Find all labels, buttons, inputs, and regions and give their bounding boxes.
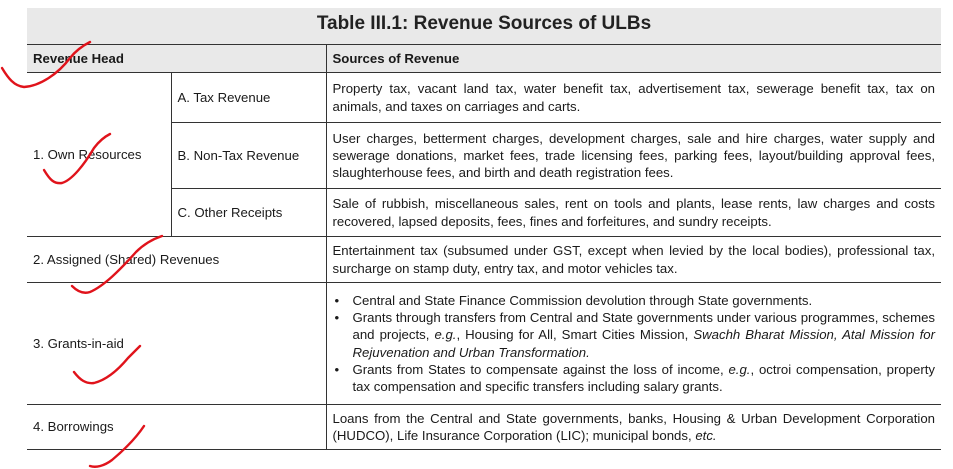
list-item: • Central and State Finance Commission devolution through State governments.: [353, 292, 936, 309]
header-sources: Sources of Revenue: [326, 45, 941, 73]
header-revenue-head: Revenue Head: [27, 45, 326, 73]
table-row: [27, 283, 941, 405]
assigned-revenues-sources: Entertainment tax (subsumed under GST, except when levied by the local bodies), professional tax, surcharge on stamp duty, entry tax, and motor vehicles tax.: [326, 237, 941, 283]
own-resources-cell: 1. Own Resources: [27, 73, 171, 237]
grants-in-aid-label: 3. Grants-in-aid: [27, 283, 326, 405]
revenue-sources-table: [27, 44, 941, 450]
assigned-revenues-label: 2. Assigned (Shared) Revenues: [27, 237, 326, 283]
table-row: [27, 73, 941, 123]
borrowings-sources: Loans from the Central and State governments, banks, Housing & Urban Development Corporation (HUDCO), Life Insurance Corporation (LIC); municipal bonds, etc.: [326, 405, 941, 450]
non-tax-revenue-label: B. Non-Tax Revenue: [171, 123, 326, 189]
table-title: Table III.1: Revenue Sources of ULBs: [27, 8, 941, 44]
non-tax-revenue-sources: User charges, betterment charges, development charges, sale and hire charges, water supply and sewerage donations, market fees, trade licensing fees, parking fees, layout/building approval fees, slaughterhouse fees, and birth and death registration fees.: [326, 123, 941, 189]
list-item: • Grants through transfers from Central and State governments under various programmes, schemes and projects, e.g., Housing for All, Smart Cities Mission, Swachh Bharat Mission, Atal Mission for Rejuvenation and Urban Transformation.: [353, 309, 936, 361]
grants-bullet-list: [333, 292, 936, 395]
other-receipts-sources: Sale of rubbish, miscellaneous sales, rent on tools and plants, lease rents, law charges and costs recovered, lapsed deposits, fees, fines and forfeitures, and sundry receipts.: [326, 189, 941, 237]
list-item: • Grants from States to compensate against the loss of income, e.g., octroi compensation, property tax compensation and specific transfers including salary grants.: [353, 361, 936, 395]
document-page: [27, 8, 941, 450]
tax-revenue-label: A. Tax Revenue: [171, 73, 326, 123]
tax-revenue-sources: Property tax, vacant land tax, water benefit tax, advertisement tax, sewerage benefit tax, tax on animals, and taxes on carriages and carts.: [326, 73, 941, 123]
table-row: [27, 237, 941, 283]
table-header-row: [27, 45, 941, 73]
table-row: [27, 405, 941, 450]
borrowings-label: 4. Borrowings: [27, 405, 326, 450]
grants-in-aid-sources: [326, 283, 941, 405]
other-receipts-label: C. Other Receipts: [171, 189, 326, 237]
